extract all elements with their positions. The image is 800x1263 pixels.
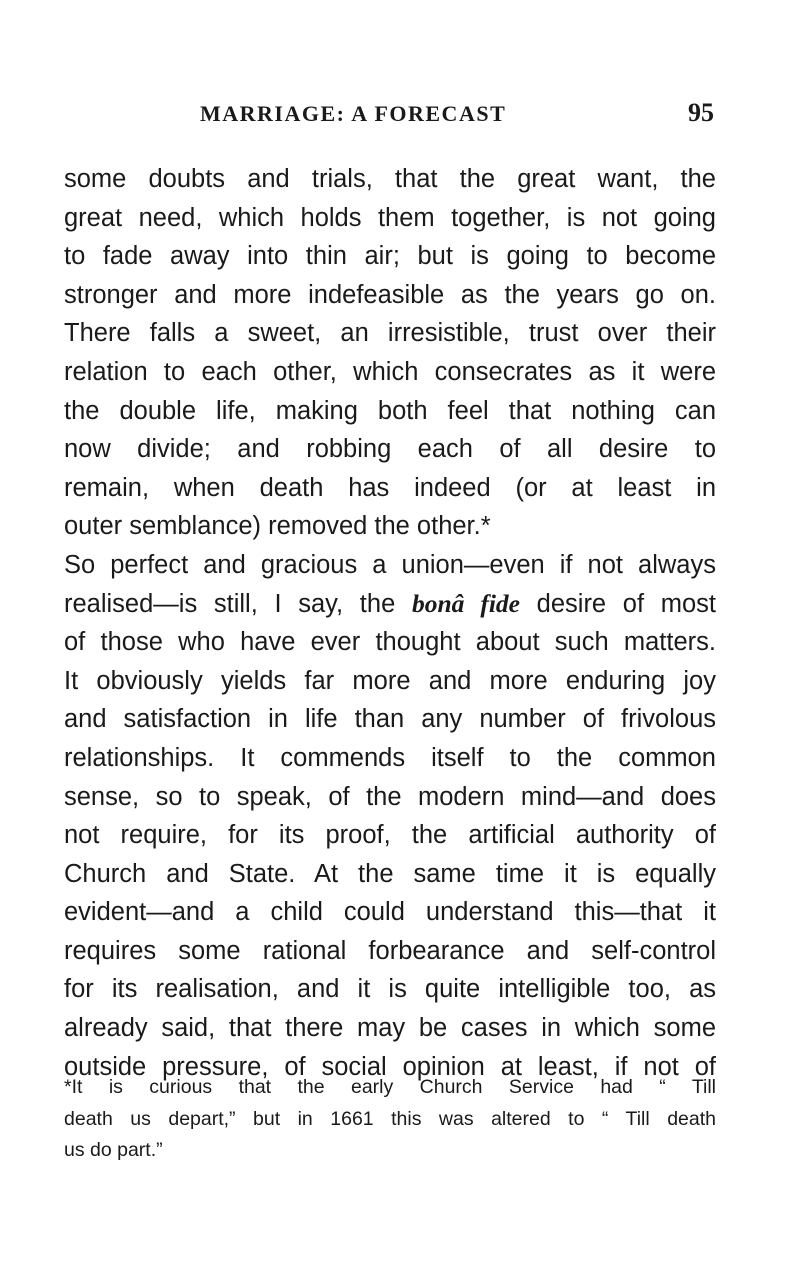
text-line: sense, so to speak, of the modern mind—and does bbox=[64, 782, 716, 811]
text-line: to fade away into thin air; but is going to become bbox=[64, 242, 716, 271]
text-line: outer semblance) removed the other.* bbox=[64, 512, 491, 541]
text-line: not require, for its proof, the artificial authority of bbox=[64, 821, 716, 850]
text-line: outside pressure, of social opinion at least, if not of bbox=[64, 1052, 716, 1081]
text-line: It obviously yields far more and more enduring joy bbox=[64, 666, 716, 695]
text-line: evident—and a child could understand this—that it bbox=[64, 898, 716, 927]
footnote bbox=[64, 1072, 716, 1167]
text-line: relation to each other, which consecrates as it were bbox=[64, 357, 716, 386]
text-line: There falls a sweet, an irresistible, trust over their bbox=[64, 319, 716, 348]
text-line: and satisfaction in life than any number of frivolous bbox=[64, 705, 716, 734]
text-line: already said, that there may be cases in which some bbox=[64, 1014, 716, 1043]
page-number: 95 bbox=[688, 98, 714, 127]
text-line: stronger and more indefeasible as the years go on. bbox=[64, 280, 716, 309]
footnote-line: *It is curious that the early Church Service had “ Till bbox=[64, 1076, 716, 1098]
text-line: great need, which holds them together, is not going bbox=[64, 203, 716, 232]
text-line: of those who have ever thought about such matters. bbox=[64, 628, 716, 657]
text-fragment: realised—is still, I say, the bbox=[64, 589, 412, 618]
text-line: Church and State. At the same time it is equally bbox=[64, 859, 716, 888]
italic-phrase: bonâ fide bbox=[411, 588, 520, 618]
body-text bbox=[64, 160, 716, 1086]
text-line: remain, when death has indeed (or at least in bbox=[64, 473, 716, 502]
text-line: requires some rational forbearance and self-control bbox=[64, 936, 716, 965]
text-line: the double life, making both feel that nothing can bbox=[64, 396, 716, 425]
running-title: MARRIAGE: A FORECAST bbox=[200, 101, 507, 126]
text-line: for its realisation, and it is quite intelligible too, as bbox=[64, 975, 716, 1004]
text-line: now divide; and robbing each of all desire to bbox=[64, 435, 716, 464]
text-line: relationships. It commends itself to the common bbox=[64, 743, 716, 772]
footnote-line: us do part.” bbox=[64, 1139, 163, 1161]
text-fragment: desire of most bbox=[519, 589, 716, 618]
footnote-line: death us depart,” but in 1661 this was altered to “ Till death bbox=[64, 1107, 716, 1130]
text-line-mixed bbox=[64, 585, 716, 624]
text-line: So perfect and gracious a union—even if not always bbox=[64, 550, 716, 579]
text-line: some doubts and trials, that the great want, the bbox=[64, 165, 716, 193]
